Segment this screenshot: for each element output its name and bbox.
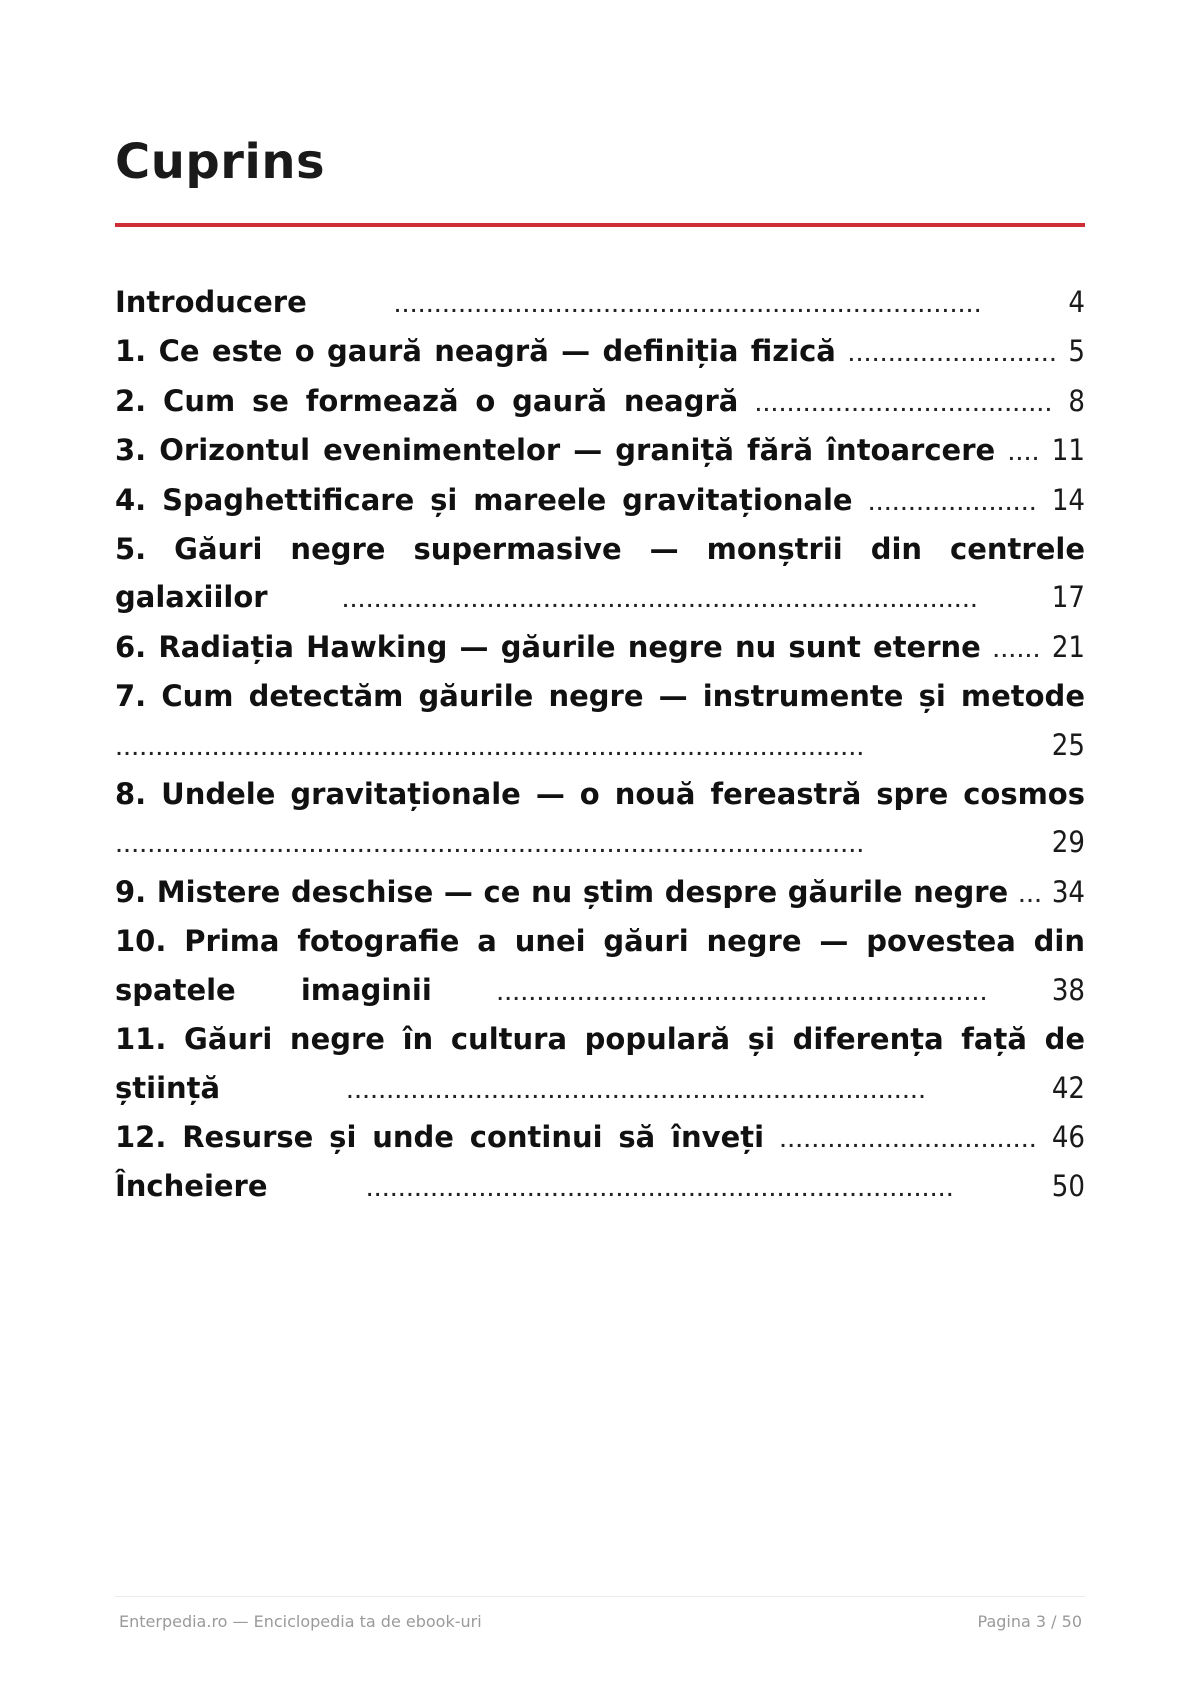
footer-page-number: Pagina 3 / 50 (977, 1612, 1082, 1631)
toc-entry-title: 3. Orizontul evenimentelor — graniță fără întoarcere (115, 433, 996, 468)
toc-entry-title: Introducere (115, 285, 307, 319)
toc-entry-title: 8. Undele gravitaționale — o nouă fereastră spre cosmos (115, 777, 1085, 812)
toc-leader-dots: ............................................................................... (341, 582, 978, 615)
toc-leader-dots: ... (1017, 876, 1043, 909)
toc-entry-page: 50 (1051, 1169, 1085, 1204)
toc-leader-dots: .......................... (847, 336, 1057, 369)
toc-leader-dots: ........................................................................ (345, 1072, 927, 1105)
toc-entry-page: 4 (1068, 285, 1086, 319)
toc-leader-dots: ...... (992, 631, 1041, 664)
toc-entry-title: 7. Cum detectăm găurile negre — instrumente și metode (115, 679, 1085, 714)
toc-entry[interactable] (115, 278, 1085, 327)
toc-entry-page: 11 (1051, 433, 1085, 468)
toc-entry[interactable] (115, 1162, 1085, 1211)
toc-leader-dots: .... (1007, 435, 1040, 468)
footer-site-name: Enterpedia.ro — Enciclopedia ta de ebook-uri (119, 1612, 482, 1631)
toc-entry-title: 4. Spaghettificare și mareele gravitaționale (115, 482, 853, 517)
toc-entry[interactable] (115, 377, 1085, 426)
toc-entry-title: Încheiere (115, 1169, 268, 1204)
toc-entry[interactable] (115, 868, 1085, 917)
toc-leader-dots: ..................................... (754, 385, 1053, 418)
page-title: Cuprins (115, 134, 326, 190)
toc-entry[interactable] (115, 1113, 1085, 1162)
toc-entry-page: 42 (1051, 1070, 1086, 1105)
toc-entry-page: 21 (1051, 629, 1086, 664)
toc-entry-title: 5. Găuri negre supermasive — monștrii din centrele galaxiilor (115, 532, 1085, 615)
title-underline (115, 223, 1085, 227)
footer-divider (115, 1596, 1085, 1597)
toc-entry[interactable] (115, 476, 1085, 525)
toc-entry-page: 14 (1051, 482, 1086, 517)
toc-entry-page: 8 (1068, 383, 1086, 418)
toc-entry-page: 34 (1051, 874, 1086, 909)
toc-leader-dots: ............................................................................................. (115, 729, 865, 762)
toc-entry-title: 2. Cum se formează o gaură neagră (115, 383, 739, 418)
toc-entry[interactable] (115, 623, 1085, 672)
toc-entry[interactable] (115, 672, 1085, 770)
toc-entry-title: 11. Găuri negre în cultura populară și diferența față de știință (115, 1022, 1085, 1105)
toc-leader-dots: ..................... (867, 484, 1037, 517)
toc-leader-dots: ............................................................. (496, 974, 988, 1007)
toc-entry[interactable] (115, 1015, 1085, 1113)
toc-leader-dots: ................................ (779, 1121, 1037, 1154)
toc-leader-dots: ......................................................................... (393, 287, 982, 319)
toc-entry-title: 12. Resurse și unde continui să înveți (115, 1119, 765, 1154)
toc-entry[interactable] (115, 426, 1085, 475)
toc-entry-page: 25 (1051, 727, 1085, 762)
toc-entry[interactable] (115, 770, 1085, 868)
table-of-contents (115, 278, 1085, 1212)
toc-entry-title: 6. Radiația Hawking — găurile negre nu sunt eterne (115, 629, 981, 664)
toc-entry-page: 29 (1051, 825, 1085, 860)
toc-entry[interactable] (115, 525, 1085, 623)
toc-entry-page: 17 (1051, 580, 1085, 615)
toc-entry-title: 9. Mistere deschise — ce nu știm despre găurile negre (115, 874, 1009, 909)
toc-entry-page: 5 (1068, 334, 1086, 369)
toc-leader-dots: ............................................................................................. (115, 827, 865, 860)
toc-entry-title: 1. Ce este o gaură neagră — definiția fizică (115, 334, 836, 369)
toc-leader-dots: ......................................................................... (365, 1171, 954, 1204)
toc-entry-title: 10. Prima fotografie a unei găuri negre — povestea din spatele imaginii (115, 924, 1085, 1007)
toc-entry-page: 46 (1051, 1119, 1086, 1154)
toc-entry-page: 38 (1051, 972, 1086, 1007)
toc-entry[interactable] (115, 917, 1085, 1015)
toc-entry[interactable] (115, 327, 1085, 376)
